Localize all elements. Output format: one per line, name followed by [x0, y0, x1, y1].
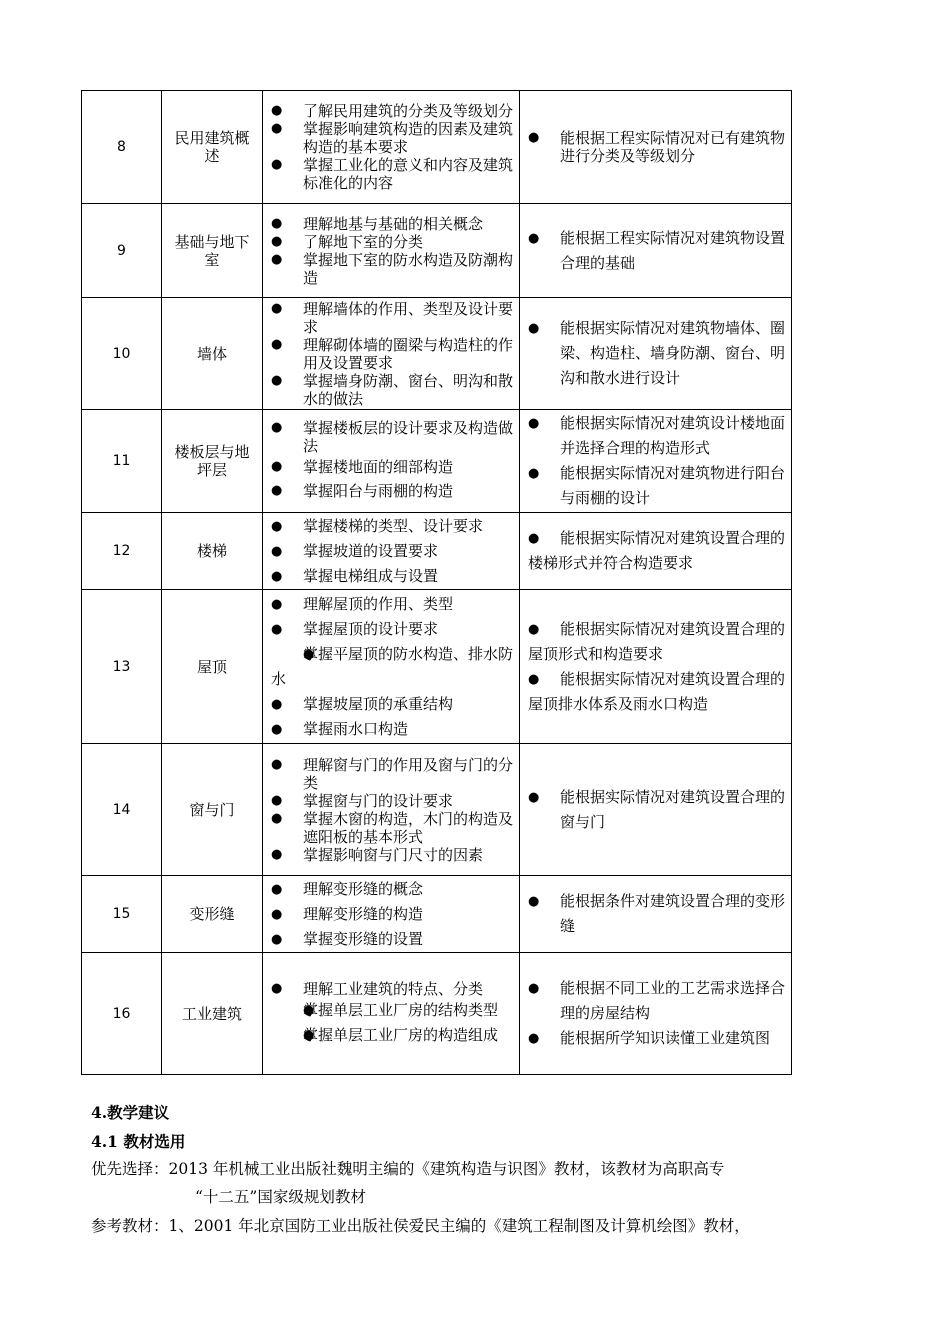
- skill-item: ● 能根据不同工业的工艺需求选择合理的房屋结构: [528, 976, 785, 1026]
- knowledge-cell: [263, 298, 520, 410]
- unit-name: 屋顶: [162, 590, 263, 744]
- row-number: 12: [82, 513, 162, 590]
- knowledge-cell: [263, 876, 520, 953]
- knowledge-cell: [263, 953, 520, 1075]
- row-number: 9: [82, 204, 162, 298]
- section-heading: 4.教学建议: [91, 1103, 170, 1122]
- reference-text: 1、2001 年北京国防工业出版社侯爱民主编的《建筑工程制图及计算机绘图》教材，: [168, 1217, 750, 1235]
- preferred-textbook-paragraph: [91, 1155, 871, 1211]
- skill-cell: [520, 204, 792, 298]
- table-row: [82, 204, 792, 298]
- knowledge-item: ● 掌握变形缝的设置: [271, 927, 513, 952]
- row-number: 16: [82, 953, 162, 1075]
- subsection-heading: 4.1 教材选用: [91, 1132, 186, 1151]
- skill-item: ● 能根据实际情况对建筑设置合理的屋顶排水体系及雨水口构造: [528, 667, 785, 717]
- knowledge-item: ● 掌握木窗的构造，木门的构造及遮阳板的基本形式: [271, 810, 513, 846]
- skill-item: ● 能根据实际情况对建筑设置合理的屋顶形式和构造要求: [528, 617, 785, 667]
- reference-textbook-paragraph: [91, 1212, 891, 1240]
- unit-name: 墙体: [162, 298, 263, 410]
- knowledge-item: ● 理解变形缝的概念: [271, 877, 513, 902]
- row-number: 10: [82, 298, 162, 410]
- table-row: [82, 513, 792, 590]
- knowledge-item: ● 掌握阳台与雨棚的构造: [271, 479, 513, 503]
- table-row: [82, 590, 792, 744]
- row-number: 13: [82, 590, 162, 744]
- skill-item: ● 能根据实际情况对建筑设计楼地面并选择合理的构造形式: [528, 411, 785, 461]
- skill-cell: [520, 410, 792, 513]
- row-number: 8: [82, 91, 162, 204]
- skill-cell: [520, 876, 792, 953]
- knowledge-item: ● 理解屋顶的作用、类型: [271, 592, 513, 617]
- skill-item: ● 能根据实际情况对建筑设置合理的楼梯形式并符合构造要求: [528, 526, 785, 576]
- knowledge-item: ● 理解工业建筑的特点、分类: [271, 980, 513, 998]
- knowledge-item: ● 掌握楼地面的细部构造: [271, 455, 513, 479]
- table-row: [82, 953, 792, 1075]
- knowledge-item: ● 掌握坡道的设置要求: [271, 539, 513, 564]
- skill-item: ● 能根据条件对建筑设置合理的变形缝: [528, 889, 785, 939]
- unit-name: 楼梯: [162, 513, 263, 590]
- skill-item: ● 能根据实际情况对建筑设置合理的窗与门: [528, 785, 785, 835]
- table-row: [82, 298, 792, 410]
- skill-cell: [520, 91, 792, 204]
- reference-label: 参考教材：: [91, 1217, 169, 1235]
- skill-cell: [520, 513, 792, 590]
- knowledge-item: ● 掌握单层工业厂房的构造组成: [271, 1023, 513, 1048]
- knowledge-cell: [263, 513, 520, 590]
- skill-item: ● 能根据所学知识读懂工业建筑图: [528, 1026, 785, 1051]
- knowledge-item: ● 掌握电梯组成与设置: [271, 564, 513, 589]
- preferred-text: 2013 年机械工业出版社魏明主编的《建筑构造与识图》教材，该教材为高职高专: [168, 1160, 725, 1178]
- knowledge-item: ● 掌握影响窗与门尺寸的因素: [271, 846, 513, 864]
- knowledge-item: ● 理解墙体的作用、类型及设计要求: [271, 300, 513, 336]
- knowledge-item: ● 理解窗与门的作用及窗与门的分类: [271, 756, 513, 792]
- row-number: 14: [82, 744, 162, 876]
- preferred-text-continued: “十二五”国家级规划教材: [195, 1188, 366, 1206]
- table-row: [82, 91, 792, 204]
- skill-item: ● 能根据实际情况对建筑物墙体、圈梁、构造柱、墙身防潮、窗台、明沟和散水进行设计: [528, 316, 785, 391]
- knowledge-item: ● 掌握雨水口构造: [271, 717, 513, 742]
- knowledge-item: ● 了解民用建筑的分类及等级划分: [271, 102, 513, 120]
- course-content-table: [81, 90, 792, 1075]
- knowledge-cell: [263, 91, 520, 204]
- knowledge-item: ● 掌握墙身防潮、窗台、明沟和散水的做法: [271, 372, 513, 408]
- skill-cell: [520, 590, 792, 744]
- knowledge-item: ● 掌握楼板层的设计要求及构造做法: [271, 419, 513, 455]
- knowledge-item: ● 掌握屋顶的设计要求: [271, 617, 513, 642]
- unit-name: 民用建筑概述: [162, 91, 263, 204]
- unit-name: 楼板层与地坪层: [162, 410, 263, 513]
- skill-cell: [520, 298, 792, 410]
- table-row: [82, 744, 792, 876]
- knowledge-item: ● 掌握单层工业厂房的结构类型: [271, 998, 513, 1023]
- table-row: [82, 410, 792, 513]
- knowledge-item: ● 掌握坡屋顶的承重结构: [271, 692, 513, 717]
- table-row: [82, 876, 792, 953]
- unit-name: 基础与地下室: [162, 204, 263, 298]
- knowledge-cell: [263, 744, 520, 876]
- knowledge-cell: [263, 204, 520, 298]
- knowledge-item: ● 掌握影响建筑构造的因素及建筑构造的基本要求: [271, 120, 513, 156]
- unit-name: 窗与门: [162, 744, 263, 876]
- knowledge-item: ● 掌握楼梯的类型、设计要求: [271, 514, 513, 539]
- row-number: 11: [82, 410, 162, 513]
- unit-name: 变形缝: [162, 876, 263, 953]
- knowledge-item: ● 理解地基与基础的相关概念: [271, 215, 513, 233]
- knowledge-item: ● 了解地下室的分类: [271, 233, 513, 251]
- unit-name: 工业建筑: [162, 953, 263, 1075]
- knowledge-cell: [263, 410, 520, 513]
- knowledge-item: ● 掌握平屋顶的防水构造、排水防水: [271, 642, 513, 692]
- preferred-label: 优先选择：: [91, 1160, 169, 1178]
- skill-cell: [520, 744, 792, 876]
- knowledge-cell: [263, 590, 520, 744]
- skill-item: ● 能根据实际情况对建筑物进行阳台与雨棚的设计: [528, 461, 785, 511]
- knowledge-item: ● 理解砌体墙的圈梁与构造柱的作用及设置要求: [271, 336, 513, 372]
- skill-cell: [520, 953, 792, 1075]
- knowledge-item: ● 掌握窗与门的设计要求: [271, 792, 513, 810]
- row-number: 15: [82, 876, 162, 953]
- skill-item: ● 能根据工程实际情况对建筑物设置合理的基础: [528, 226, 785, 276]
- knowledge-item: ● 理解变形缝的构造: [271, 902, 513, 927]
- knowledge-item: ● 掌握地下室的防水构造及防潮构造: [271, 251, 513, 287]
- skill-item: ● 能根据工程实际情况对已有建筑物进行分类及等级划分: [528, 129, 785, 165]
- knowledge-item: ● 掌握工业化的意义和内容及建筑标准化的内容: [271, 156, 513, 192]
